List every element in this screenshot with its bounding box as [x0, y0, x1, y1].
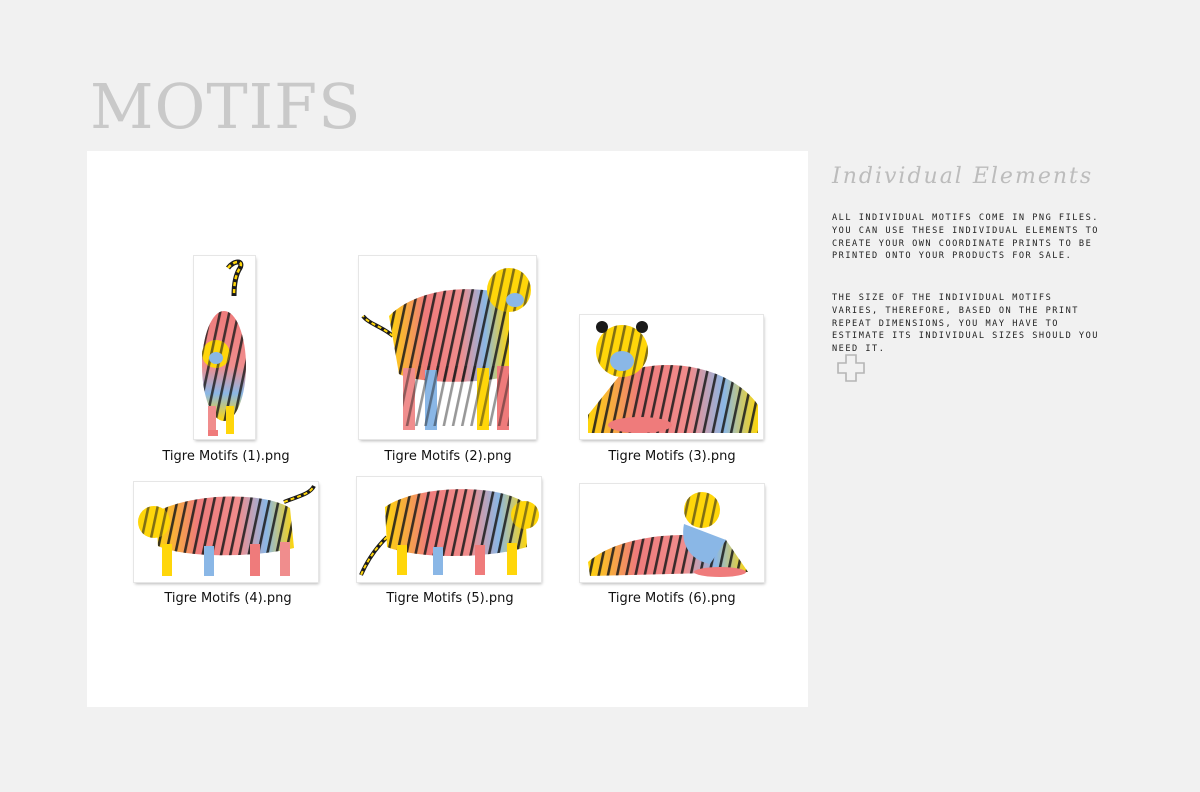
tiger-reclining-icon: [580, 484, 764, 582]
file-label-4[interactable]: Tigre Motifs (4).png: [164, 591, 292, 606]
tiger-lying-front-icon: [580, 315, 763, 439]
description-paragraph-2: THE SIZE OF THE INDIVIDUAL MOTIFS VARIES, THEREFORE, BASED ON THE PRINT REPEAT DIMENSIONS, YOU MAY HAVE TO ESTIMATE ITS INDIVIDUAL SIZES SHOULD YOU NEED IT.: [832, 293, 1099, 355]
section-heading: Individual Elements: [832, 164, 1094, 189]
file-thumbnail-4[interactable]: [134, 482, 318, 582]
file-thumbnail-3[interactable]: [580, 315, 763, 439]
tiger-standing-icon: [359, 256, 536, 439]
file-label-3[interactable]: Tigre Motifs (3).png: [608, 449, 736, 464]
file-label-2[interactable]: Tigre Motifs (2).png: [384, 449, 512, 464]
tiger-prowling-icon: [357, 477, 541, 582]
page-title: MOTIFS: [90, 70, 362, 143]
file-label-5[interactable]: Tigre Motifs (5).png: [386, 591, 514, 606]
file-browser-panel: [87, 151, 808, 707]
description-paragraph-1: ALL INDIVIDUAL MOTIFS COME IN PNG FILES. YOU CAN USE THESE INDIVIDUAL ELEMENTS TO CREATE YOUR OWN COORDINATE PRINTS TO BE PRINTED ONTO YOUR PRODUCTS FOR SALE.: [832, 213, 1099, 262]
file-thumbnail-1[interactable]: [194, 256, 255, 439]
file-thumbnail-6[interactable]: [580, 484, 764, 582]
file-thumbnail-5[interactable]: [357, 477, 541, 582]
tiger-walking-side-icon: [134, 482, 318, 582]
cross-icon: [836, 353, 866, 383]
file-label-6[interactable]: Tigre Motifs (6).png: [608, 591, 736, 606]
file-label-1[interactable]: Tigre Motifs (1).png: [162, 449, 290, 464]
tiger-walking-front-icon: [194, 256, 255, 439]
file-thumbnail-2[interactable]: [359, 256, 536, 439]
